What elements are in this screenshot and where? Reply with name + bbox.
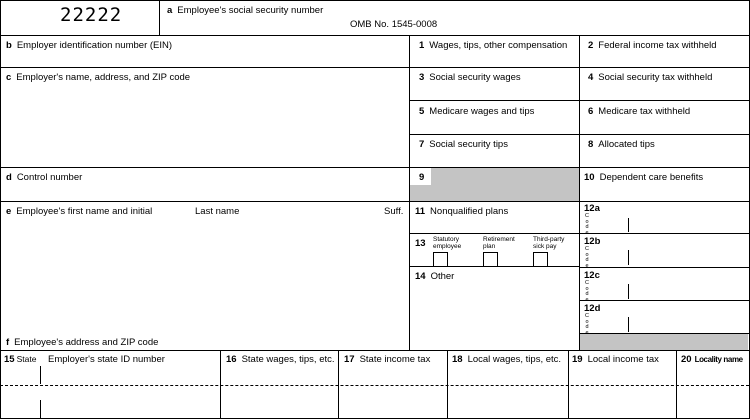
box-9-shading-right [431,168,579,186]
box-10-label [584,172,703,183]
box-f-label [6,337,158,348]
box-e-last-name: Last name [195,206,240,217]
box-d-num: d [6,172,12,183]
box-1-num: 1 [419,40,425,51]
box-13-statutory-label: Statutory employee [433,236,462,250]
box-c-text: Employer's name, address, and ZIP code [16,72,191,83]
statutory-employee-checkbox[interactable] [433,252,448,267]
box-6-text: Medicare tax withheld [598,106,691,117]
box-4-label [588,72,712,83]
retirement-plan-checkbox[interactable] [483,252,498,267]
box-5-num: 5 [419,106,425,117]
box-11-text: Nonqualified plans [430,206,509,217]
box-20-label [681,354,743,365]
box-12a-num: 12a [584,203,600,214]
box-f-text: Employee's address and ZIP code [14,337,159,348]
box-e-suffix: Suff. [384,206,404,217]
rule [447,350,448,419]
box-12b-code: C o d e [585,246,589,269]
box-16-label [226,354,335,365]
box-13-sickpay-label: Third-party sick pay [533,236,565,250]
box-8-label [588,139,655,150]
rule [0,0,1,419]
box-11-label [415,206,508,217]
rule [220,350,221,419]
box-20-num: 20 [681,354,692,365]
rule [409,35,410,350]
rule-dotted [0,385,749,387]
rule [40,400,41,418]
box-12c-num: 12c [584,270,600,281]
box-15-label [4,354,36,365]
box-18-num: 18 [452,354,463,365]
box-3-label [419,72,521,83]
box-11-num: 11 [415,206,426,217]
box-13-retirement-label: Retirement plan [483,236,515,250]
box-e-num: e [6,206,12,217]
box-e-text: Employee's first name and initial [16,206,153,217]
code-divider [628,284,629,299]
box-17-text: State income tax [359,354,431,365]
box-d-text: Control number [16,172,83,183]
box-c-num: c [6,72,12,83]
rule [676,350,677,419]
box-6-num: 6 [588,106,594,117]
box-4-text: Social security tax withheld [598,72,713,83]
box-15-state: State [16,354,37,364]
box-12a-code: C o d e [585,213,589,236]
box-5-text: Medicare wages and tips [429,106,535,117]
box-19-text: Local income tax [587,354,659,365]
code-divider [628,218,629,232]
box-16-num: 16 [226,354,237,365]
box-19-num: 19 [572,354,583,365]
box-12d-shading [580,334,748,350]
box-17-num: 17 [344,354,355,365]
rule [0,0,749,1]
rule [0,350,749,351]
box-8-num: 8 [588,139,594,150]
rule [338,350,339,419]
box-6-label [588,106,690,117]
box-19-label [572,354,659,365]
rule [580,300,749,301]
code-divider [628,317,629,332]
box-14-text: Other [430,271,455,282]
box-20-text: Locality name [694,355,743,364]
box-3-num: 3 [419,72,425,83]
box-7-text: Social security tips [429,139,508,150]
box-18-text: Local wages, tips, etc. [467,354,562,365]
rule [0,201,749,202]
box-d-label [6,172,82,183]
box-12d-code: C o d e [585,313,589,336]
box-9-num: 9 [419,172,425,183]
form-number: 22222 [60,4,123,26]
rule [0,167,749,168]
rule [0,35,749,36]
box-1-text: Wages, tips, other compensation [429,40,568,51]
box-12c-code: C o d e [585,280,589,303]
box-10-num: 10 [584,172,595,183]
box-c-label [6,72,190,83]
box-13-label [415,238,431,249]
box-14-label [415,271,454,282]
box-2-num: 2 [588,40,594,51]
box-14-num: 14 [415,271,426,282]
box-b-text: Employer identification number (EIN) [16,40,173,51]
box-2-text: Federal income tax withheld [598,40,717,51]
rule [580,333,749,334]
box-7-num: 7 [419,139,425,150]
box-12d-num: 12d [584,303,601,314]
box-a-text: Employee's social security number [177,5,324,16]
box-18-label [452,354,561,365]
rule [568,350,569,419]
code-divider [628,250,629,265]
box-b-label [6,40,172,51]
box-13-num: 13 [415,238,426,249]
box-15-employer-state-id: Employer's state ID number [48,354,165,365]
box-9-shading [409,185,579,201]
box-9-label [419,172,429,183]
box-16-text: State wages, tips, etc. [241,354,335,365]
box-1-label [419,40,567,51]
box-e-label [6,206,152,217]
box-17-label [344,354,430,365]
box-b-num: b [6,40,12,51]
box-7-label [419,139,508,150]
box-a-label [167,5,323,16]
box-8-text: Allocated tips [598,139,655,150]
box-2-label [588,40,717,51]
box-12b-num: 12b [584,236,601,247]
rule [580,267,749,268]
box-5-label [419,106,534,117]
box-15-num: 15 [4,354,15,365]
box-f-num: f [6,337,10,348]
box-3-text: Social security wages [429,72,521,83]
third-party-sick-pay-checkbox[interactable] [533,252,548,267]
rule [0,418,749,419]
box-10-text: Dependent care benefits [599,172,704,183]
rule [0,67,749,68]
box-a-num: a [167,5,173,16]
rule [159,0,160,35]
rule [579,35,580,350]
box-4-num: 4 [588,72,594,83]
rule [40,366,41,384]
omb-number: OMB No. 1545-0008 [350,19,438,30]
